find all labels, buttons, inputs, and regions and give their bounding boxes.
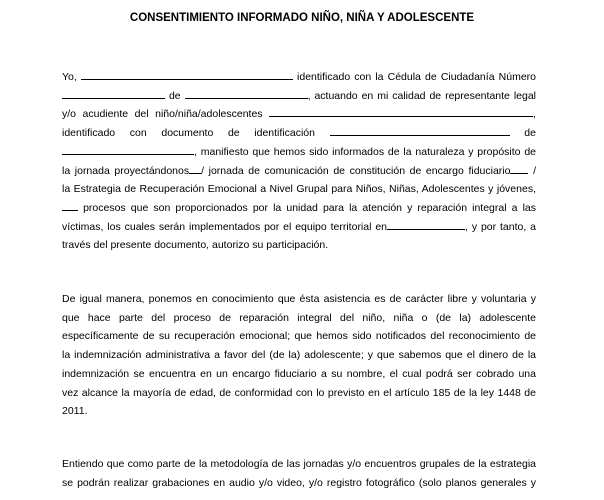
text-line: la Estrategia de Recuperación Emocional a Nivel Grupal para Niños, Niñas, Adolescentes y jóvenes,	[62, 183, 536, 196]
minor-id-blank	[330, 124, 510, 136]
text-fragment: Yo,	[62, 71, 81, 83]
text-line	[62, 124, 536, 143]
text-line	[62, 105, 536, 124]
text-fragment: víctimas, los cuales serán implementados por el equipo territorial en	[62, 220, 388, 233]
minor-name-blank	[269, 105, 533, 117]
text-fragment: , manifiesto que hemos sido informados de la naturaleza y propósito de	[194, 145, 536, 158]
text-line: Entiendo que como parte de la metodología de las jornadas y/o encuentros grupales de la estrategia	[62, 458, 536, 470]
option-blank	[510, 162, 528, 174]
text-line: través del presente documento, autorizo su participación.	[62, 239, 329, 252]
text-line: 2011.	[62, 405, 88, 418]
text-fragment: , actuando en mi calidad de representante legal	[307, 89, 537, 102]
text-line: que hace parte del proceso de reparación integral del niño, niña o (de la) adolescente	[62, 311, 536, 324]
text-line	[62, 218, 536, 237]
name-blank	[81, 68, 293, 80]
text-fragment: de	[509, 127, 536, 140]
text-line	[62, 162, 536, 181]
text-line	[62, 68, 536, 87]
text-fragment: identificado con documento de identificación	[62, 127, 330, 140]
text-fragment: la jornada proyectándonos	[62, 164, 190, 177]
text-line: indemnización se encuentra en un encargo fiduciario a su nombre, el cual podrá ser cobrado una	[62, 367, 536, 380]
text-line	[62, 199, 536, 218]
text-line: De igual manera, ponemos en conocimiento que ésta asistencia es de carácter libre y voluntaria y	[62, 293, 536, 305]
document-title: CONSENTIMIENTO INFORMADO NIÑO, NIÑA Y ADOLESCENTE	[129, 12, 475, 24]
paragraph-voluntary-participation	[62, 290, 536, 421]
text-fragment: procesos que son proporcionados por la unidad para la atención y reparación integral a las	[78, 201, 536, 214]
id-city-blank	[185, 87, 308, 99]
paragraph-consent-identification	[62, 68, 536, 255]
municipality-blank	[387, 218, 465, 230]
text-fragment: ,	[533, 108, 536, 121]
text-line: la indemnización administrativa a favor del (de la) adolescente; y que sabemos que el dinero de la	[62, 349, 536, 362]
paragraph-methodology-recording	[62, 455, 536, 492]
text-fragment: de	[165, 89, 185, 102]
text-line: específicamente de su recuperación emocional; que hemos sido notificados del reconocimiento de	[62, 330, 536, 343]
option-blank	[62, 199, 78, 211]
text-line	[62, 87, 536, 106]
minor-id-city-blank	[62, 143, 194, 155]
text-line: se podrán realizar grabaciones en audio y/o video, y/o registro fotográfico (solo planos generales y	[62, 476, 536, 489]
option-blank	[189, 162, 201, 174]
text-line	[62, 143, 536, 162]
text-fragment: , y por tanto, a	[465, 220, 536, 233]
text-fragment: identificado con la Cédula de Ciudadanía Número	[292, 71, 536, 83]
text-fragment: / jornada de comunicación de constitución de encargo fiduciario	[201, 164, 511, 177]
text-fragment: /	[528, 164, 536, 177]
text-fragment: y/o acudiente del niño/niña/adolescentes	[62, 108, 270, 121]
id-number-blank	[62, 87, 165, 99]
text-line: vez alcance la mayoría de edad, de conformidad con lo previsto en el artículo 185 de la ley 1448 de	[62, 386, 536, 399]
